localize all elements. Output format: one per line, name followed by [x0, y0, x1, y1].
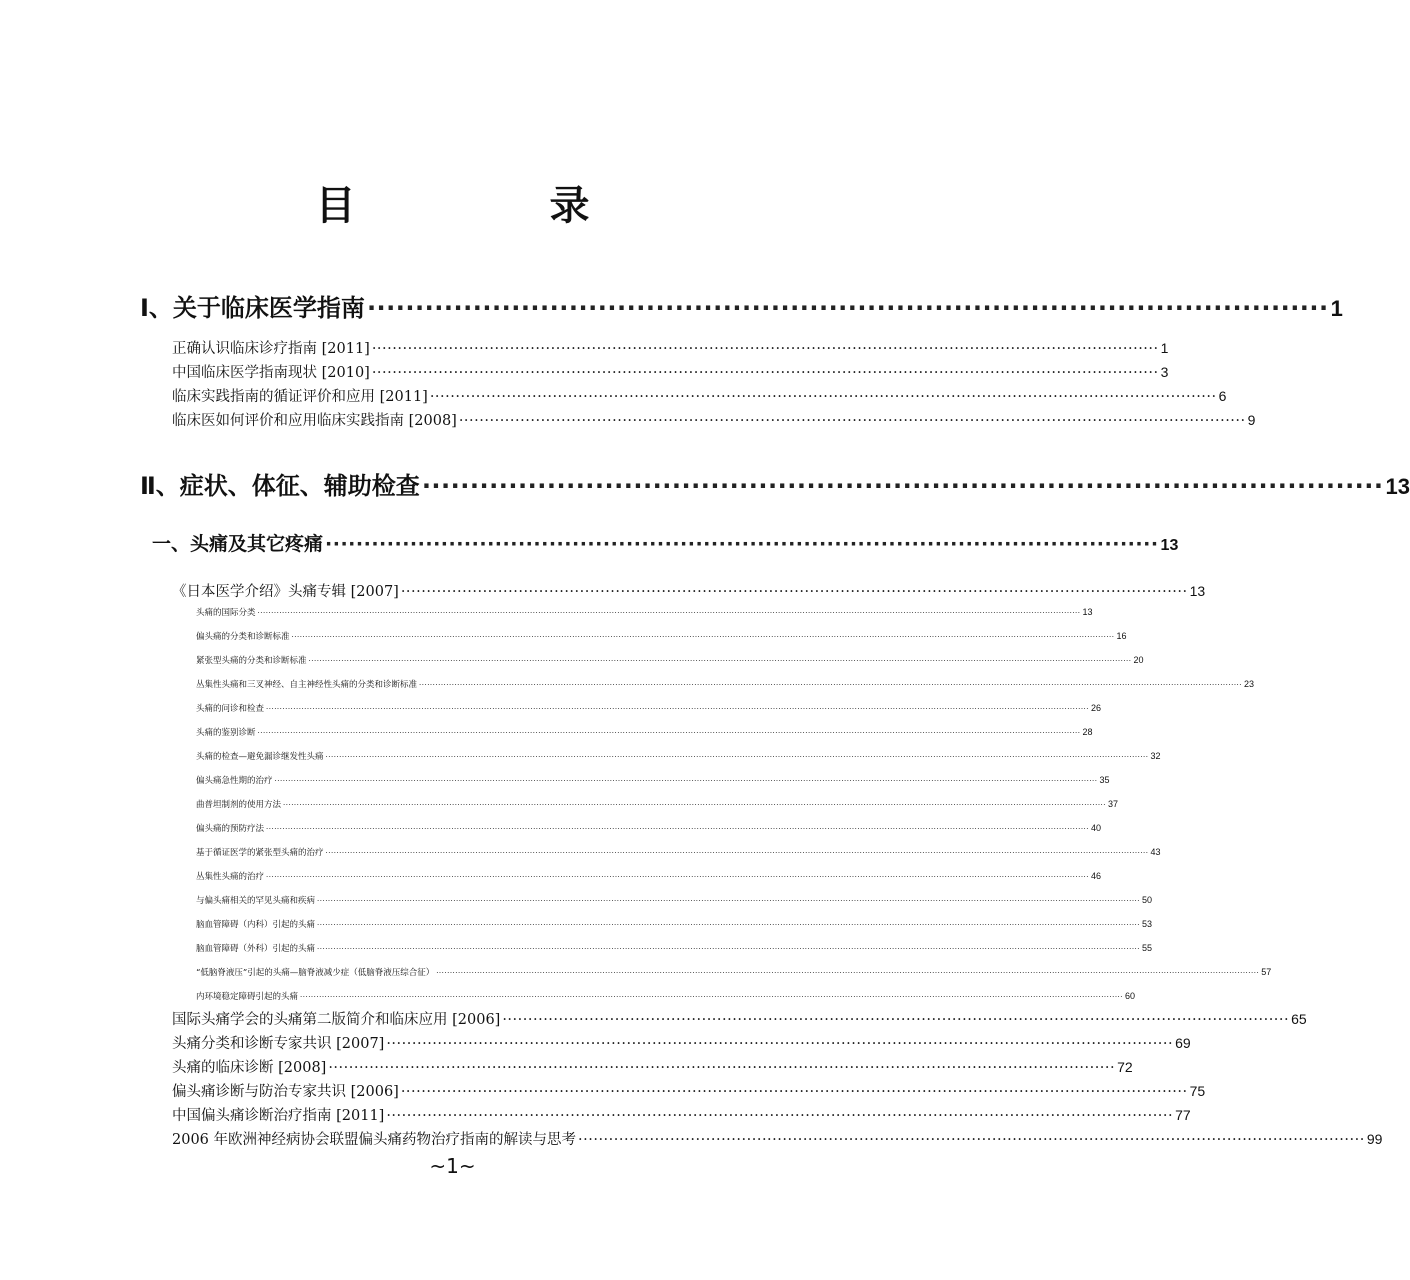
toc-sub-entry-title: 曲普坦制剂的使用方法 [196, 800, 282, 810]
toc-subsection[interactable] [152, 529, 1179, 556]
dot-leader: ·············································································································································································································································································································· [257, 609, 1081, 617]
dot-leader: ·············································································································································································································································································································· [325, 753, 1149, 761]
toc-sub-entry[interactable] [196, 846, 1161, 858]
dot-leader: ·························································································································································· [400, 584, 1188, 600]
dot-leader: ·························································································································································· [386, 1108, 1174, 1124]
toc-sub-entry-title: 偏头痛的分类和诊断标准 [196, 632, 290, 642]
toc-sub-entry[interactable] [196, 678, 1255, 690]
toc-page-number: 13 [1160, 537, 1179, 554]
dot-leader: ·············································································································································································································································································································· [317, 945, 1140, 953]
dot-leader: ·············································································································································································································································································································· [325, 849, 1149, 857]
dot-leader: ·························································································································································· [371, 341, 1159, 357]
toc-entry-title: 头痛的临床诊断 [2008] [172, 1060, 327, 1076]
toc-page-number: 13 [1189, 583, 1206, 599]
toc-entry-title: 头痛分类和诊断专家共识 [2007] [172, 1036, 385, 1052]
toc-sub-entry[interactable] [196, 702, 1102, 714]
toc-page-number: 35 [1099, 775, 1110, 785]
toc-page-number: 1 [1330, 296, 1343, 321]
toc-entry[interactable] [172, 1080, 1206, 1101]
toc-entry[interactable] [172, 337, 1169, 358]
toc-entry[interactable] [172, 1128, 1383, 1149]
toc-sub-entry-title: 脑血管障碍（外科）引起的头痛 [196, 944, 316, 954]
toc-sub-entry[interactable] [196, 918, 1153, 930]
toc-sub-entry-title: 脑血管障碍（内科）引起的头痛 [196, 920, 316, 930]
toc-subsection-title: 一、头痛及其它疼痛 [152, 533, 324, 555]
dot-leader: ·························································································································································· [429, 389, 1217, 405]
dot-leader: ·························································································································································· [502, 1012, 1290, 1028]
toc-sub-entry[interactable] [196, 990, 1136, 1002]
dot-leader: ·············································································································································································································································································································· [266, 825, 1089, 833]
dot-leader: ·························································································································································· [578, 1132, 1365, 1148]
toc-page-number: 75 [1189, 1083, 1206, 1099]
dot-leader: ·············································································································································································································································································································· [283, 801, 1106, 809]
dot-leader: ·························································································································································· [328, 1060, 1116, 1076]
toc-page-number: 43 [1150, 847, 1161, 857]
toc-sub-entry-title: 偏头痛急性期的治疗 [196, 776, 273, 786]
toc-entry[interactable] [172, 385, 1227, 406]
toc-page-number: 50 [1142, 895, 1153, 905]
toc-entry-title: 中国临床医学指南现状 [2010] [172, 365, 370, 381]
toc-sub-entry-title: 偏头痛的预防疗法 [196, 824, 265, 834]
toc-page-number: 1 [1160, 340, 1169, 356]
toc-page-number: 13 [1385, 474, 1410, 499]
toc-sub-entry-title: 紧张型头痛的分类和诊断标准 [196, 656, 307, 666]
dot-leader: ·························································································································································· [371, 365, 1159, 381]
page-number-footer: ~1~ [429, 1154, 476, 1178]
toc-section-title: Ⅱ、症状、体征、辅助检查 [140, 472, 420, 500]
toc-sub-entry[interactable] [196, 654, 1144, 666]
dot-leader: ·························································································································································· [400, 1084, 1188, 1100]
toc-page-number: 13 [1082, 607, 1093, 617]
toc-page-number: 77 [1175, 1107, 1191, 1123]
toc-entry-title: 临床实践指南的循证评价和应用 [2011] [172, 389, 428, 405]
toc-sub-entry[interactable] [196, 606, 1093, 618]
toc-page-number: 72 [1117, 1059, 1133, 1075]
dot-leader: ·············································································································································································································································································································· [317, 897, 1140, 905]
toc-entry[interactable] [172, 580, 1206, 601]
toc-sub-entry[interactable] [196, 774, 1110, 786]
toc-entry-title: 国际头痛学会的头痛第二版简介和临床应用 [2006] [172, 1012, 501, 1028]
toc-sub-entry-title: 与偏头痛相关的罕见头痛和疾病 [196, 896, 316, 906]
toc-page-number: 28 [1082, 727, 1093, 737]
toc-entry[interactable] [172, 361, 1169, 382]
toc-page-number: 40 [1091, 823, 1102, 833]
dot-leader: ···································································································· [366, 294, 1329, 322]
dot-leader: ·············································································································································································································································································································· [257, 729, 1081, 737]
toc-entry-title: 偏头痛诊断与防治专家共识 [2006] [172, 1084, 399, 1100]
toc-sub-entry-title: 丛集性头痛的治疗 [196, 872, 265, 882]
toc-sub-entry-title: 头痛的鉴别诊断 [196, 728, 256, 738]
toc-section-title: Ⅰ、关于临床医学指南 [140, 294, 365, 322]
toc-sub-entry[interactable] [196, 894, 1153, 906]
dot-leader: ·············································································································································································································································································································· [317, 921, 1140, 929]
toc-sub-entry-title: 内环境稳定障碍引起的头痛 [196, 992, 299, 1002]
dot-leader: ·············································································································································································································································································································· [266, 705, 1089, 713]
toc-entry[interactable] [172, 1104, 1191, 1125]
dot-leader: ·············································································································································································································································································································· [291, 633, 1115, 641]
toc-page-number: 3 [1160, 364, 1169, 380]
toc-sub-entry-title: “低脑脊液压”引起的头痛—脑脊液减少症（低脑脊液压综合征） [196, 968, 435, 978]
toc-sub-entry[interactable] [196, 822, 1102, 834]
page-title: 目 录 [315, 183, 680, 229]
toc-page-number: 32 [1150, 751, 1161, 761]
toc-section-1[interactable] [140, 288, 1343, 323]
toc-entry-title: 2006 年欧洲神经病协会联盟偏头痛药物治疗指南的解读与思考 [172, 1132, 577, 1148]
toc-sub-entry[interactable] [196, 798, 1119, 810]
dot-leader: ·············································································································································································································································································································· [436, 969, 1260, 977]
toc-sub-entry-title: 丛集性头痛和三叉神经、自主神经性头痛的分类和诊断标准 [196, 680, 418, 690]
toc-page-number: 16 [1116, 631, 1127, 641]
dot-leader: ·············································································································································································································································································································· [266, 873, 1089, 881]
toc-page-number: 20 [1133, 655, 1144, 665]
dot-leader: ·············································································································································································································································································································· [274, 777, 1098, 785]
dot-leader: ·············································································································································································································································································································· [300, 993, 1123, 1001]
toc-page-number: 60 [1125, 991, 1136, 1001]
toc-page-number: 55 [1142, 943, 1153, 953]
dot-leader: ·························································································································································· [458, 413, 1246, 429]
toc-page-number: 69 [1175, 1035, 1191, 1051]
dot-leader: ·············································································································································································································································································································· [419, 681, 1242, 689]
toc-page-number: 57 [1261, 967, 1272, 977]
toc-entry[interactable] [172, 1056, 1133, 1077]
toc-page-number: 23 [1244, 679, 1255, 689]
toc-page-number: 46 [1091, 871, 1102, 881]
toc-sub-entry-title: 头痛的国际分类 [196, 608, 256, 618]
toc-page-number: 6 [1218, 388, 1227, 404]
toc-entry-title: 中国偏头痛诊断治疗指南 [2011] [172, 1108, 385, 1124]
toc-entry[interactable] [172, 409, 1256, 430]
toc-page-number: 65 [1291, 1011, 1307, 1027]
toc-page-number: 99 [1366, 1131, 1383, 1147]
toc-sub-entry[interactable] [196, 726, 1093, 738]
toc-sub-entry[interactable] [196, 966, 1272, 978]
toc-sub-entry[interactable] [196, 870, 1102, 882]
dot-leader: ·························································································································································· [386, 1036, 1174, 1052]
toc-sub-entry[interactable] [196, 750, 1161, 762]
dot-leader: ···································································································· [421, 472, 1384, 500]
toc-entry[interactable] [172, 1008, 1307, 1029]
dot-leader: ·············································································································································································································································································································· [308, 657, 1132, 665]
toc-sub-entry-title: 基于循证医学的紧张型头痛的治疗 [196, 848, 324, 858]
toc-entry-title: 临床医如何评价和应用临床实践指南 [2008] [172, 413, 457, 429]
toc-page-number: 53 [1142, 919, 1153, 929]
toc-sub-entry[interactable] [196, 630, 1127, 642]
toc-sub-entry-title: 头痛的问诊和检查 [196, 704, 265, 714]
toc-sub-entry[interactable] [196, 942, 1153, 954]
toc-sub-entry-title: 头痛的检查—避免漏诊继发性头痛 [196, 752, 324, 762]
toc-section-2[interactable] [140, 466, 1410, 501]
toc-page-number: 9 [1247, 412, 1256, 428]
toc-entry-title: 正确认识临床诊疗指南 [2011] [172, 341, 370, 357]
toc-entry-title: 《日本医学介绍》头痛专辑 [2007] [172, 584, 399, 600]
dot-leader: ············································································································ [325, 533, 1159, 555]
toc-page-number: 37 [1108, 799, 1119, 809]
toc-page-number: 26 [1091, 703, 1102, 713]
toc-entry[interactable] [172, 1032, 1191, 1053]
